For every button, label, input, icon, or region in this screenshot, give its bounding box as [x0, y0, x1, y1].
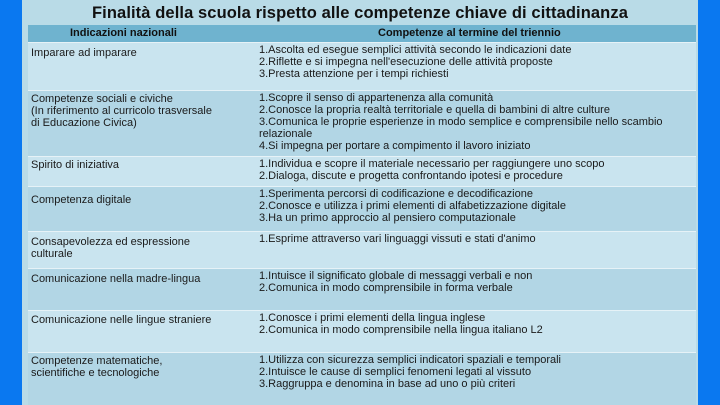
competence-area: Competenze sociali e civiche (In riferimento al curricolo trasversale di Educazione Civica) [31, 93, 212, 129]
competence-item: 2.Dialoga, discute e progetta confrontando ipotesi e procedure [259, 170, 563, 182]
competence-item: 4.Si impegna per portare a compimento il lavoro iniziato [259, 140, 531, 152]
competence-item: 2.Riflette e si impegna nell'esecuzione delle attività proposte [259, 56, 553, 68]
competence-item: 1.Intuisce il significato globale di messaggi verbali e non [259, 270, 533, 282]
title-bar [22, 0, 698, 26]
table-row [28, 268, 696, 310]
competence-item: 1.Individua e scopre il materiale necessario per raggiungere uno scopo [259, 158, 605, 170]
competence-list [259, 312, 699, 336]
competence-list [259, 92, 699, 152]
competence-item: 1.Sperimenta percorsi di codificazione e decodificazione [259, 188, 533, 200]
competence-item: 2.Conosce la propria realtà territoriale e quella di bambini di altre culture [259, 104, 610, 116]
competence-list [259, 354, 699, 390]
competence-list [259, 44, 699, 80]
competence-area: Competenza digitale [31, 194, 132, 206]
competence-item: 2.Intuisce le cause di semplici fenomeni legati al vissuto [259, 366, 532, 378]
competence-area: Comunicazione nella madre-lingua [31, 273, 201, 285]
competence-item: 3.Raggruppa e denomina in base ad uno o più criteri [259, 378, 516, 390]
table-row [28, 42, 696, 90]
competence-item: 3.Comunica le proprie esperienze in modo semplice e comprensibile nello scambio relazionale [259, 116, 663, 140]
competence-area: Spirito di iniziativa [31, 159, 120, 171]
competence-item: 1.Esprime attraverso vari linguaggi vissuti e stati d'animo [259, 233, 536, 245]
slide [22, 0, 698, 405]
competence-area: Comunicazione nelle lingue straniere [31, 314, 212, 326]
competence-item: 1.Ascolta ed esegue semplici attività secondo le indicazioni date [259, 44, 572, 56]
competence-item: 3.Ha un primo approccio al pensiero computazionale [259, 212, 516, 224]
competence-area: Consapevolezza ed espressione culturale [31, 236, 190, 260]
competence-item: 2.Comunica in modo comprensibile in forma verbale [259, 282, 513, 294]
header-competenze: Competenze al termine del triennio [378, 27, 561, 39]
competence-list [259, 233, 699, 245]
table-row [28, 90, 696, 156]
competence-item: 2.Comunica in modo comprensibile nella lingua italiano L2 [259, 324, 543, 336]
competence-item: 1.Scopre il senso di appartenenza alla comunità [259, 92, 494, 104]
table-row [28, 352, 696, 405]
competence-list [259, 158, 699, 182]
competence-area: Imparare ad imparare [31, 47, 137, 59]
table-row [28, 231, 696, 268]
competence-item: 2.Conosce e utilizza i primi elementi di alfabetizzazione digitale [259, 200, 566, 212]
header-indicazioni: Indicazioni nazionali [70, 27, 177, 39]
competence-area: Competenze matematiche, scientifiche e tecnologiche [31, 355, 163, 379]
competence-list [259, 188, 699, 224]
competence-item: 1.Utilizza con sicurezza semplici indicatori spaziali e temporali [259, 354, 562, 366]
table-row [28, 156, 696, 186]
competence-item: 3.Presta attenzione per i tempi richiesti [259, 68, 449, 80]
competence-list [259, 270, 699, 294]
table-row [28, 310, 696, 352]
competence-item: 1.Conosce i primi elementi della lingua inglese [259, 312, 486, 324]
table-row [28, 186, 696, 231]
page-title: Finalità della scuola rispetto alle competenze chiave di cittadinanza [92, 3, 628, 22]
table-header [28, 25, 696, 42]
